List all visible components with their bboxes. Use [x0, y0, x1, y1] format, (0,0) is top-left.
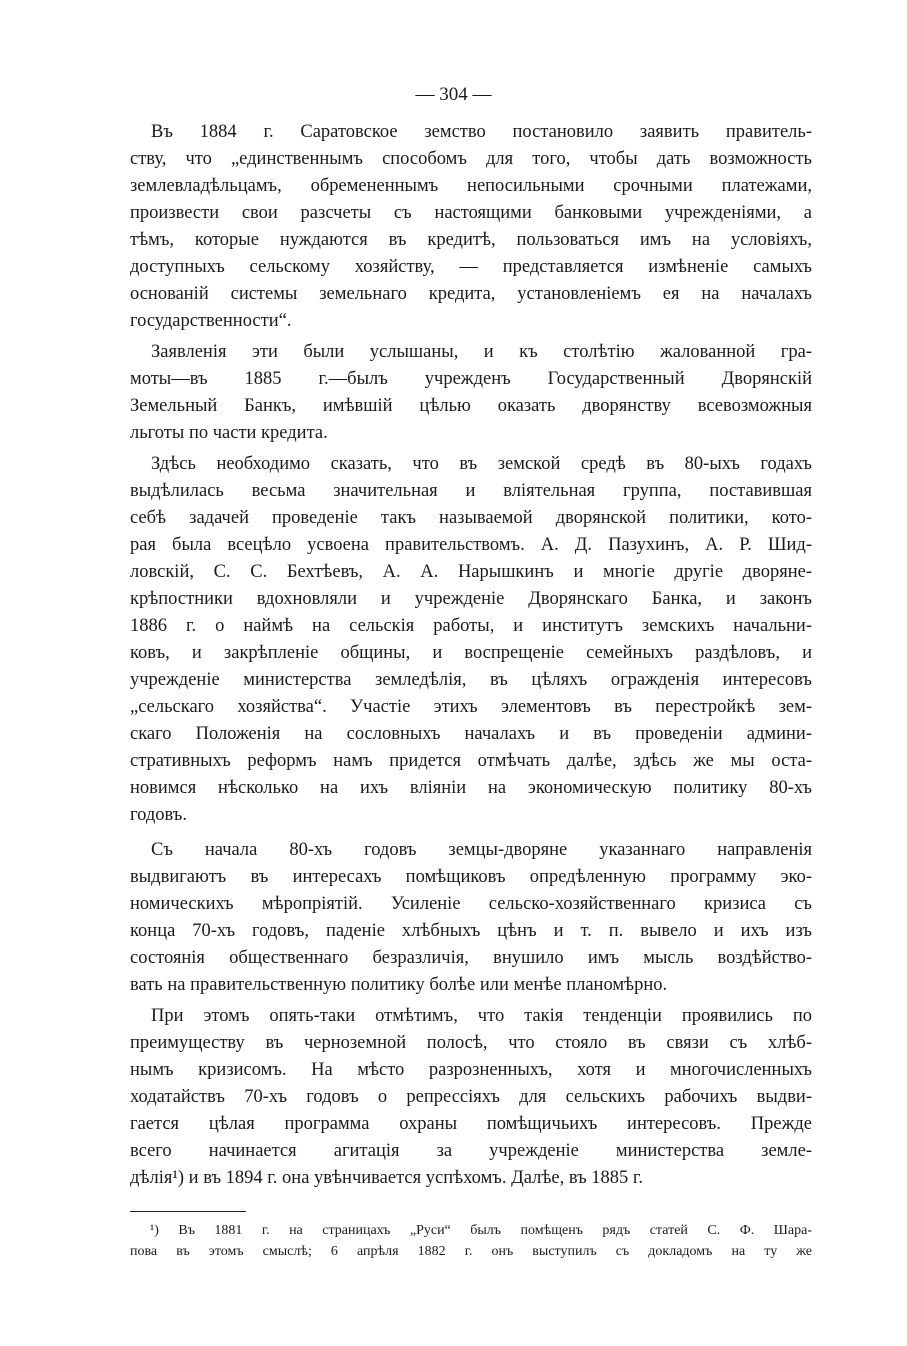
text-line: учрежденіе министерства земледѣлія, въ цѣляхъ огражденія интересовъ: [130, 670, 812, 690]
text-line: выдѣлилась весьма значительная и вліятельная группа, поставившая: [130, 481, 812, 501]
text-line: льготы по части кредита.: [130, 423, 328, 443]
text-line: рая была всецѣло усвоена правительствомъ. А. Д. Пазухинъ, А. Р. Шид-: [130, 535, 812, 555]
text-line: вать на правительственную политику болѣе или менѣе планомѣрно.: [130, 975, 668, 995]
text-line: государственности“.: [130, 311, 292, 331]
text-line: Съ начала 80-хъ годовъ земцы-дворяне указаннаго направленія: [151, 840, 812, 860]
text-line: основаній системы земельнаго кредита, установленіемъ ея на началахъ: [130, 284, 812, 304]
text-line: Земельный Банкъ, имѣвшій цѣлью оказать дворянству всевозможныя: [130, 396, 812, 416]
text-line: землевладѣльцамъ, обремененнымъ непосильными срочными платежами,: [130, 176, 812, 196]
text-line: нымъ кризисомъ. На мѣсто разрозненныхъ, хотя и многочисленныхъ: [130, 1060, 812, 1080]
text-line: Въ 1884 г. Саратовское земство постановило заявить правитель-: [151, 122, 812, 142]
text-line: годовъ.: [130, 805, 187, 825]
text-line: крѣпостники вдохновляли и учрежденіе Дворянскаго Банка, и законъ: [130, 589, 812, 609]
text-line: себѣ задачей проведеніе такъ называемой дворянской политики, кото-: [130, 508, 812, 528]
text-line: 1886 г. о наймѣ на сельскія работы, и институтъ земскихъ начальни-: [130, 616, 812, 636]
text-line: стративныхъ реформъ намъ придется отмѣчать далѣе, здѣсь же мы оста-: [130, 751, 812, 771]
text-line: всего начинается агитація за учрежденіе министерства земле-: [130, 1141, 812, 1161]
text-line: Заявленія эти были услышаны, и къ столѣтію жалованной гра-: [151, 342, 812, 362]
text-line: Здѣсь необходимо сказать, что въ земской средѣ въ 80-ыхъ годахъ: [151, 454, 812, 474]
paragraph: [130, 451, 812, 829]
text-line: тѣмъ, которые нуждаются въ кредитѣ, пользоваться имъ на условіяхъ,: [130, 230, 812, 250]
text-line: моты—въ 1885 г.—былъ учрежденъ Государственный Дворянскій: [130, 369, 812, 389]
text-line: новимся нѣсколько на ихъ вліяніи на экономическую политику 80-хъ: [130, 778, 812, 798]
text-line: ¹) Въ 1881 г. на страницахъ „Руси“ былъ помѣщенъ рядъ статей С. Ф. Шара-: [150, 1223, 812, 1238]
footnote: [130, 1220, 812, 1262]
text-line: состоянія общественнаго безразличія, внушило имъ мысль воздѣйство-: [130, 948, 812, 968]
paragraph: [130, 837, 812, 999]
text-line: конца 70-хъ годовъ, паденіе хлѣбныхъ цѣнъ и т. п. вывело и ихъ изъ: [130, 921, 812, 941]
text-line: дѣлія¹) и въ 1894 г. она увѣнчивается успѣхомъ. Далѣе, въ 1885 г.: [130, 1168, 644, 1188]
paragraph: [130, 339, 812, 447]
paragraph: [130, 119, 812, 335]
text-line: При этомъ опять-таки отмѣтимъ, что такія тенденціи проявились по: [151, 1006, 812, 1026]
text-line: ходатайствъ 70-хъ годовъ о репрессіяхъ для сельскихъ рабочихъ выдви-: [130, 1087, 812, 1107]
text-line: преимуществу въ черноземной полосѣ, что стояло въ связи съ хлѣб-: [130, 1033, 812, 1053]
text-line: ловскій, С. С. Бехтѣевъ, А. А. Нарышкинъ и многіе другіе дворяне-: [130, 562, 812, 582]
paragraph: [130, 1003, 812, 1192]
text-line: скаго Положенія на сословныхъ началахъ и въ проведеніи админи-: [130, 724, 812, 744]
text-line: ству, что „единственнымъ способомъ для того, чтобы дать возможность: [130, 149, 812, 169]
text-line: пова въ этомъ смыслѣ; 6 апрѣля 1882 г. онъ выступилъ съ докладомъ на ту же: [130, 1244, 812, 1259]
footnote-divider: [130, 1211, 246, 1212]
page-number: — 304 —: [415, 84, 492, 105]
text-line: выдвигаютъ въ интересахъ помѣщиковъ опредѣленную программу эко-: [130, 867, 812, 887]
text-line: ковъ, и закрѣпленіе общины, и воспрещеніе семейныхъ раздѣловъ, и: [130, 643, 812, 663]
text-line: гается цѣлая программа охраны помѣщичьихъ интересовъ. Прежде: [130, 1114, 812, 1134]
text-line: произвести свои разсчеты съ настоящими банковыми учрежденіями, а: [130, 203, 812, 223]
text-line: доступныхъ сельскому хозяйству, — представляется измѣненіе самыхъ: [130, 257, 812, 277]
body-text: [130, 119, 812, 1192]
text-line: номическихъ мѣропріятій. Усиленіе сельско-хозяйственнаго кризиса съ: [130, 894, 812, 914]
text-line: „сельскаго хозяйства“. Участіе этихъ элементовъ въ перестройкѣ зем-: [130, 697, 812, 717]
